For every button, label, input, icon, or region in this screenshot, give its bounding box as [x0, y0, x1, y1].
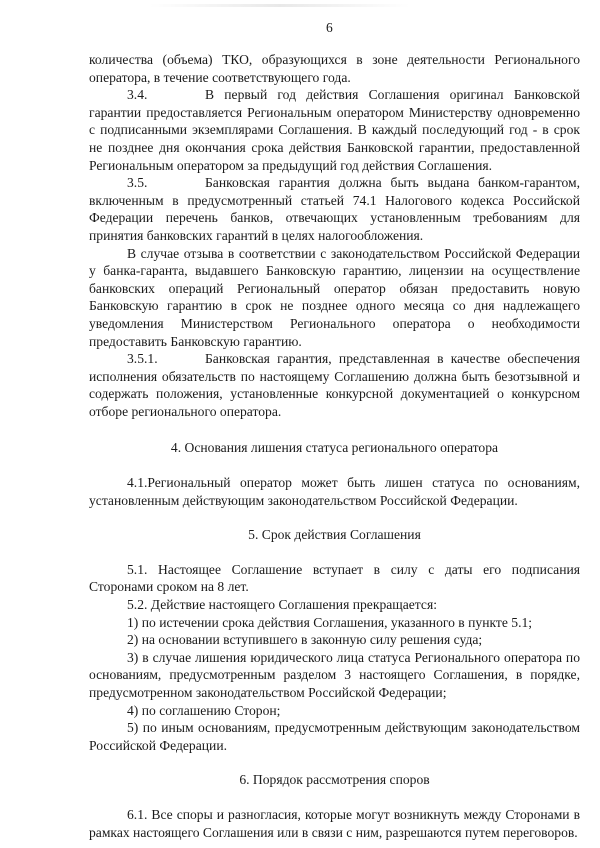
paragraph-revocation: В случае отзыва в соответствии с законодательством Российской Федерации у банка-гаранта, выдавшего Банковскую гарантию, лицензии на осуществление банковских операций Региональный оператор обязан предоставить новую Банковскую гарантию в срок не позднее одного месяца со дня надлежащего уведомления Министерством Регионального оператора о необходимости предоставить Банковскую гарантию.	[89, 245, 580, 349]
clause-4-1: 4.1.Региональный оператор может быть лишен статуса по основаниям, установленным действующим законодательством Российской Федерации.	[89, 475, 580, 508]
clause-5-2-item-1: 1) по истечении срока действия Соглашения, указанного в пункте 5.1;	[127, 614, 533, 630]
clause-5-2-item-5: 5) по иным основаниям, предусмотренным действующим законодательством Российской Федерации.	[89, 720, 580, 753]
clause-5-2-item-4: 4) по соглашению Сторон;	[127, 702, 281, 718]
document-body	[89, 51, 580, 841]
clause-5-2-item-2: 2) на основании вступившего в законную силу решения суда;	[127, 632, 483, 648]
clause-number: 3.4.	[127, 87, 148, 103]
clause-text: Банковская гарантия, представленная в качестве обеспечения исполнения обязательств по настоящему Соглашению должна быть безотзывной и содержать положения, установленные конкурсной документацией о конкурсном отборе регионального оператора.	[89, 351, 580, 419]
clause-text: Банковская гарантия должна быть выдана банком-гарантом, включенным в предусмотренный статьей 74.1 Налогового кодекса Российской Федерации перечень банков, отвечающих установленным требованиям для принятия банковских гарантий в целях налогообложения.	[89, 175, 580, 243]
scan-artifact	[150, 4, 410, 7]
clause-5-2: 5.2. Действие настоящего Соглашения прекращается:	[127, 597, 437, 613]
page-number: 6	[326, 20, 333, 35]
clause-3-5-1	[89, 350, 580, 420]
clause-number: 3.5.1.	[127, 351, 158, 367]
clause-5-1: 5.1. Настоящее Соглашение вступает в силу с даты его подписания Сторонами сроком на 8 лет.	[89, 561, 580, 595]
section-heading-4: 4. Основания лишения статуса регионального оператора	[170, 440, 499, 456]
clause-text: В первый год действия Соглашения оригинал Банковской гарантии предоставляется Региональным оператором Министерству одновременно с подписанными экземплярами Соглашения. В каждый последующий год - в срок не позднее дня окончания срока действия Банковской гарантии, предоставленной Региональным оператором за предыдущий год действия Соглашения.	[89, 87, 580, 173]
paragraph-continuation: количества (объема) ТКО, образующихся в зоне деятельности Регионального оператора, в течение соответствующего года.	[89, 52, 580, 85]
clause-number: 3.5.	[127, 175, 148, 191]
section-heading-5: 5. Срок действия Соглашения	[248, 527, 421, 543]
section-heading-6: 6. Порядок рассмотрения споров	[239, 772, 430, 788]
clause-5-2-item-3: 3) в случае лишения юридического лица статуса Регионального оператора по основаниям, предусмотренным разделом 3 настоящего Соглашения, в порядке, предусмотренном законодательством Российской Федерации;	[89, 649, 580, 700]
clause-3-5	[89, 174, 580, 244]
clause-3-4	[89, 86, 580, 174]
clause-6-1: 6.1. Все споры и разногласия, которые могут возникнуть между Сторонами в рамках настоящего Соглашения или в связи с ним, разрешаются путем переговоров.	[89, 806, 580, 840]
